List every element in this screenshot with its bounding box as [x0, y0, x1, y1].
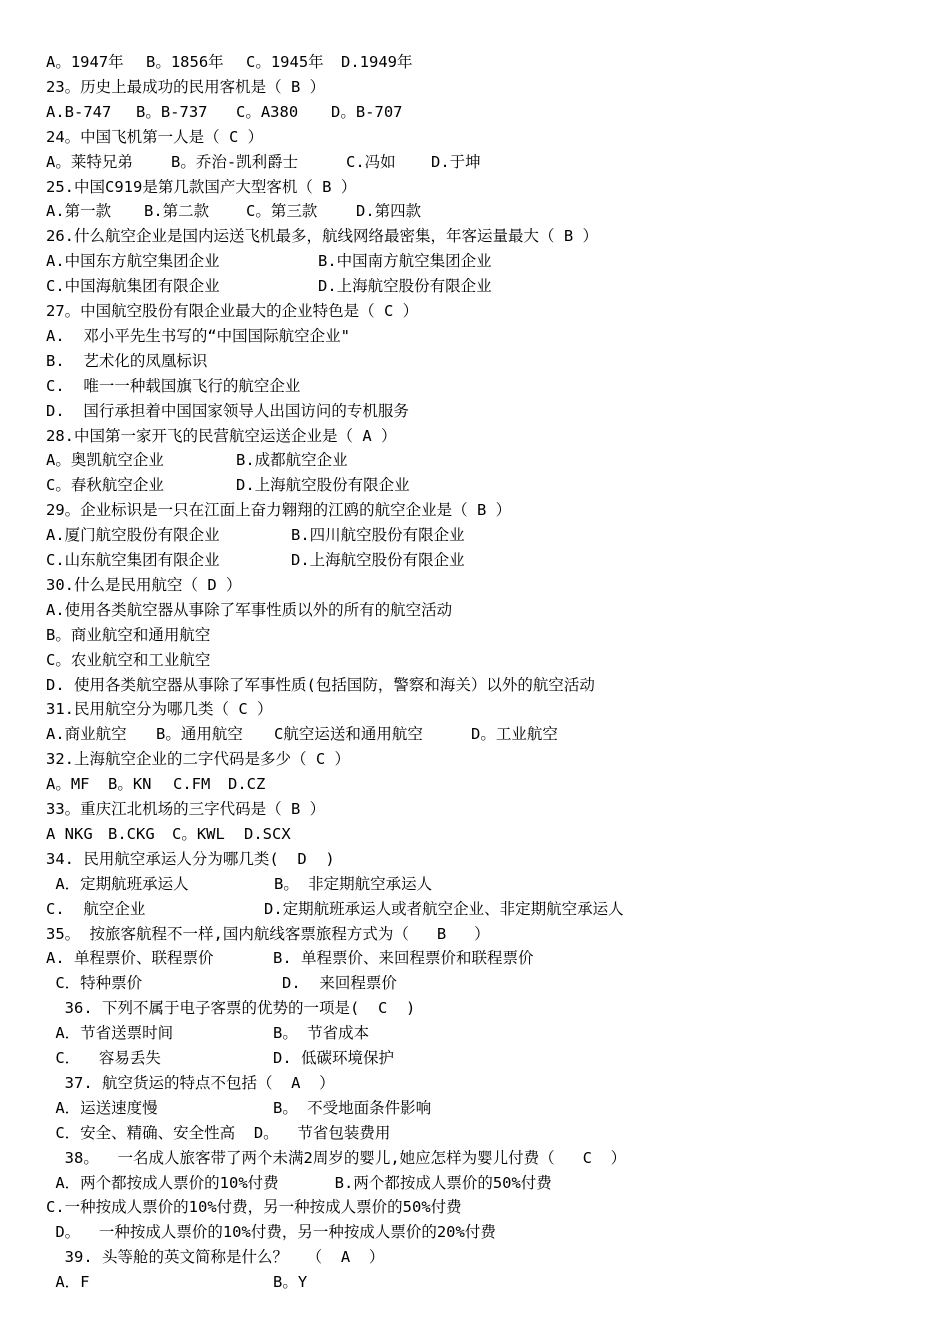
option-text: D.于坤 — [431, 152, 481, 171]
option-text: A。莱特兄弟 — [46, 152, 133, 171]
option-text: B.成都航空企业 — [236, 451, 348, 470]
option-text: C． 容易丢失 — [46, 1049, 161, 1067]
text-line: A.使用各类航空器从事除了军事性质以外的所有的航空活动 — [46, 600, 453, 619]
option-text: C。春秋航空企业 — [46, 476, 164, 495]
text-line: D. 国行承担着中国国家领导人出国访问的专机服务 — [46, 401, 409, 420]
option-text: D.上海航空股份有限企业 — [291, 551, 465, 569]
option-text: D.1949年 — [341, 53, 413, 71]
text-line: 35。 按旅客航程不一样,国内航线客票旅程方式为（ B ） — [46, 924, 490, 943]
option-text: B。B-737 — [136, 102, 208, 121]
option-text: B。通用航空 — [156, 725, 243, 744]
option-text: D. 来回程票价 — [282, 974, 397, 993]
option-text: A。奥凯航空企业 — [46, 451, 164, 470]
text-line — [46, 523, 940, 547]
option-text: C。A380 — [236, 102, 299, 121]
text-line: C.一种按成人票价的10%付费，另一种按成人票价的50%付费 — [46, 1198, 462, 1217]
option-text: D.SCX — [244, 824, 291, 843]
option-text: A．节省送票时间 — [46, 1024, 174, 1043]
text-line: 33。重庆江北机场的三字代码是（ B ） — [46, 800, 326, 818]
option-text: B。 不受地面条件影响 — [273, 1098, 432, 1117]
text-line: 38。 一名成人旅客带了两个未满2周岁的婴儿,她应怎样为婴儿付费（ C ） — [46, 1148, 627, 1167]
text-line: 31.民用航空分为哪几类（ C ） — [46, 700, 273, 719]
option-text: A.中国东方航空集团企业 — [46, 252, 220, 271]
option-text: A。MF — [46, 775, 90, 794]
option-text: B。1856年 — [146, 53, 224, 71]
text-line: D. 使用各类航空器从事除了军事性质(包括国防，警察和海关）以外的航空活动 — [46, 675, 595, 694]
option-text: A.第一款 — [46, 202, 112, 221]
option-text: D.上海航空股份有限企业 — [236, 476, 410, 495]
text-line: C. 唯一一种载国旗飞行的航空企业 — [46, 376, 301, 395]
text-line — [46, 722, 940, 746]
text-line — [46, 1021, 940, 1045]
text-line: 39. 头等舱的英文简称是什么？ （ A ） — [46, 1248, 385, 1267]
text-line — [46, 548, 940, 572]
option-text: A．运送速度慢 — [46, 1098, 158, 1117]
text-line — [46, 448, 940, 472]
text-line: A. 邓小平先生书写的“中国国际航空企业" — [46, 326, 350, 345]
text-line: 23。历史上最成功的民用客机是（ B ） — [46, 77, 326, 96]
text-line — [46, 50, 940, 74]
text-line: 24。中国飞机第一人是（ C ） — [46, 127, 264, 146]
option-text: B。乔治-凯利爵士 — [171, 152, 299, 171]
text-line — [46, 897, 940, 921]
option-text: B。 非定期航空承运人 — [274, 874, 433, 893]
text-line: 26.什么航空企业是国内运送飞机最多，航线网络最密集，年客运量最大（ B ） — [46, 227, 598, 246]
text-line: D。 一种按成人票价的10%付费，另一种按成人票价的20%付费 — [46, 1223, 496, 1242]
option-text: D。B-707 — [331, 102, 403, 121]
option-text: C。第三款 — [246, 202, 318, 221]
option-text: B。Y — [273, 1273, 308, 1292]
text-line — [46, 822, 940, 846]
option-text: A NKG — [46, 824, 93, 843]
text-line: 25.中国C919是第几款国产大型客机（ B ） — [46, 177, 357, 196]
option-text: C. 航空企业 — [46, 899, 146, 918]
option-text: A．定期航班承运人 — [46, 874, 189, 893]
text-line: 28.中国第一家开飞的民营航空运送企业是（ A ） — [46, 426, 397, 445]
text-line: 36. 下列不属于电子客票的优势的一项是( C ) — [46, 999, 416, 1018]
option-text: C。KWL — [172, 824, 225, 843]
text-line: 32.上海航空企业的二字代码是多少（ C ） — [46, 750, 350, 769]
text-line — [46, 249, 940, 273]
text-line: B。商业航空和通用航空 — [46, 625, 211, 644]
text-line: 30.什么是民用航空（ D ） — [46, 575, 242, 594]
option-text: C航空运送和通用航空 — [274, 725, 423, 744]
option-text: C.冯如 — [346, 152, 396, 171]
option-text: B。KN — [108, 775, 152, 794]
option-text: D. 低碳环境保护 — [273, 1049, 394, 1067]
text-line — [46, 1096, 940, 1120]
text-line — [46, 150, 940, 174]
option-text: B.四川航空股份有限企业 — [291, 526, 465, 545]
text-line — [46, 473, 940, 497]
option-text: C.山东航空集团有限企业 — [46, 551, 220, 569]
option-text: B.第二款 — [144, 202, 210, 221]
text-line — [46, 1046, 940, 1070]
text-line — [46, 274, 940, 298]
option-text: A．F — [46, 1273, 90, 1292]
option-text: B.中国南方航空集团企业 — [318, 252, 492, 271]
text-line — [46, 100, 940, 124]
option-text: B。 节省成本 — [273, 1024, 370, 1043]
text-line: 34. 民用航空承运人分为哪几类( D ) — [46, 849, 335, 868]
option-text: C.中国海航集团有限企业 — [46, 277, 220, 296]
text-line: B. 艺术化的凤凰标识 — [46, 351, 208, 370]
text-line — [46, 872, 940, 896]
option-text: C.FM — [173, 775, 211, 794]
text-line — [46, 199, 940, 223]
text-line: 37. 航空货运的特点不包括（ A ） — [46, 1073, 335, 1092]
option-text: C。1945年 — [246, 53, 324, 71]
text-line — [46, 971, 940, 995]
text-line: 29。企业标识是一只在江面上奋力翱翔的江鸥的航空企业是（ B ） — [46, 501, 512, 520]
text-line — [46, 1270, 940, 1294]
text-line: 27。中国航空股份有限企业最大的企业特色是（ C ） — [46, 302, 419, 320]
option-text: A.B-747 — [46, 102, 112, 121]
option-text: D.上海航空股份有限企业 — [318, 277, 492, 296]
option-text: B. 单程票价、来回程票价和联程票价 — [273, 949, 534, 968]
option-text: A.厦门航空股份有限企业 — [46, 526, 220, 545]
text-line: C。农业航空和工业航空 — [46, 650, 211, 669]
option-text: D.定期航班承运人或者航空企业、非定期航空承运人 — [264, 899, 624, 918]
option-text: A. 单程票价、联程票价 — [46, 949, 214, 968]
option-text: B.CKG — [108, 824, 155, 843]
option-text: D.第四款 — [356, 202, 422, 221]
text-line: C．安全、精确、安全性高 D。 节省包装费用 — [46, 1123, 391, 1142]
option-text: C．特种票价 — [46, 974, 143, 993]
text-line — [46, 946, 940, 970]
text-line — [46, 772, 940, 796]
option-text: A.商业航空 — [46, 725, 127, 744]
option-text: D.CZ — [228, 775, 266, 794]
text-line: A．两个都按成人票价的10%付费 B.两个都按成人票价的50%付费 — [46, 1173, 552, 1192]
option-text: A。1947年 — [46, 53, 124, 71]
option-text: D。工业航空 — [471, 725, 558, 744]
